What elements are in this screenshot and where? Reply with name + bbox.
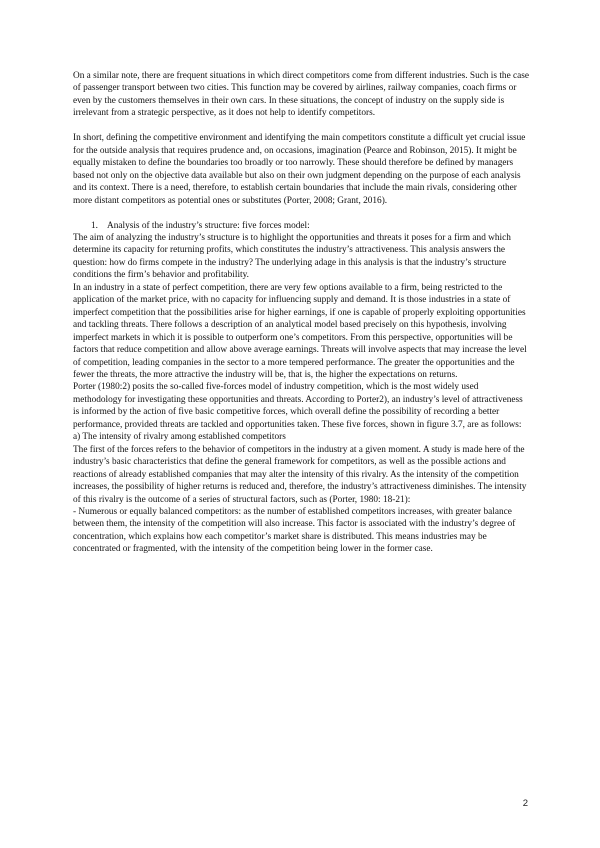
page-number: 2 — [522, 798, 528, 809]
paragraph-rivalry-intensity: The first of the forces refers to the behavior of competitors in the industry at a given moment. A study is made here of the industry’s basic characteristics that define the general framework for competitors, as well as the possible actions and reactions of already established companies that may alter the intensity of this rivalry. As the intensity of the competition increases, the possibility of higher returns is reduced and, therefore, the industry’s attractiveness diminishes. The intensity of this rivalry is the outcome of a series of structural factors, such as (Porter, 1980: 18-21): — [73, 444, 527, 505]
paragraph-numerous-competitors: - Numerous or equally balanced competitors: as the number of established competitors increases, with greater balance between them, the intensity of the competition will also increase. This factor is associated with the industry’s degree of concentration, which explains how each competitor’s market share is distributed. This means industries may be concentrated or fragmented, with the intensity of the competition being lower in the former case. — [73, 506, 516, 555]
paragraph-porter-five-forces: Porter (1980:2) posits the so-called five-forces model of industry competition, which is the most widely used methodology for investigating these opportunities and threats. According to Porter2), an industry’s level of attractiveness is informed by the action of five basic competitive forces, which overall define the possibility of recording a better performance, provided threats are tackled and opportunities taken. These five forces, shown in figure 3.7, are as follows: — [73, 382, 523, 430]
paragraph-gap — [73, 120, 529, 133]
list-item-text: Analysis of the industry’s structure: five forces model: — [107, 220, 310, 231]
paragraph-perfect-competition: In an industry in a state of perfect competition, there are very few options available to a firm, being restricted to the application of the market price, with no capacity for influencing supply and demand. It is those industries in a state of imperfect competition that the possibilities arise for higher earnings, if one is capable of properly exploiting opportunities and tackling threats. There follows a description of an analytical model based precisely on this hypothesis, involving imperfect markets in which it is possible to outperform one’s competitors. From this perspective, opportunities will be factors that reduce competition and allow above average earnings. Threats will involve aspects that may increase the level of competition, leading companies in the sector to a more tempered performance. The greater the opportunities and the fewer the threats, the more attractive the industry will be, that is, the higher the expectations on returns. — [73, 282, 527, 380]
paragraph-direct-competitors: On a similar note, there are frequent situations in which direct competitors come from different industries. Such is the case of passenger transport between two cities. This function may be covered by airlines, railway companies, coach firms or even by the customers themselves in their own cars. In these situations, the concept of industry on the supply side is irrelevant from a strategic perspective, as it does not help to identify competitors. — [73, 71, 530, 119]
paragraph-gap — [73, 207, 529, 220]
paragraph-industry-structure-aim: The aim of analyzing the industry’s structure is to highlight the opportunities and threats it poses for a firm and which determine its capacity for returning profits, which constitutes the industry’s attractiveness. This analysis answers the question: how do firms compete in the industry? The underlying adage in this analysis is that the industry’s structure conditions the firm’s behavior and profitability. — [73, 232, 511, 281]
document-body — [73, 70, 529, 556]
section-heading-five-forces — [73, 220, 529, 232]
paragraph-competitive-environment: In short, defining the competitive environment and identifying the main competitors constitute a difficult yet crucial issue for the outside analysis that requires prudence and, on occasions, imagination (Pearce and Robinson, 2015). It might be equally mistaken to define the boundaries too broadly or too narrowly. These should therefore be defined by managers based not only on the objective data available but also on their own judgment depending on the purpose of each analysis and its context. There is a need, therefore, to establish certain boundaries that include the main rivals, considering other more distant competitors as potential ones or substitutes (Porter, 2008; Grant, 2016). — [73, 133, 526, 206]
list-number: 1. — [91, 220, 98, 231]
subheading-rivalry: a) The intensity of rivalry among established competitors — [73, 432, 286, 443]
